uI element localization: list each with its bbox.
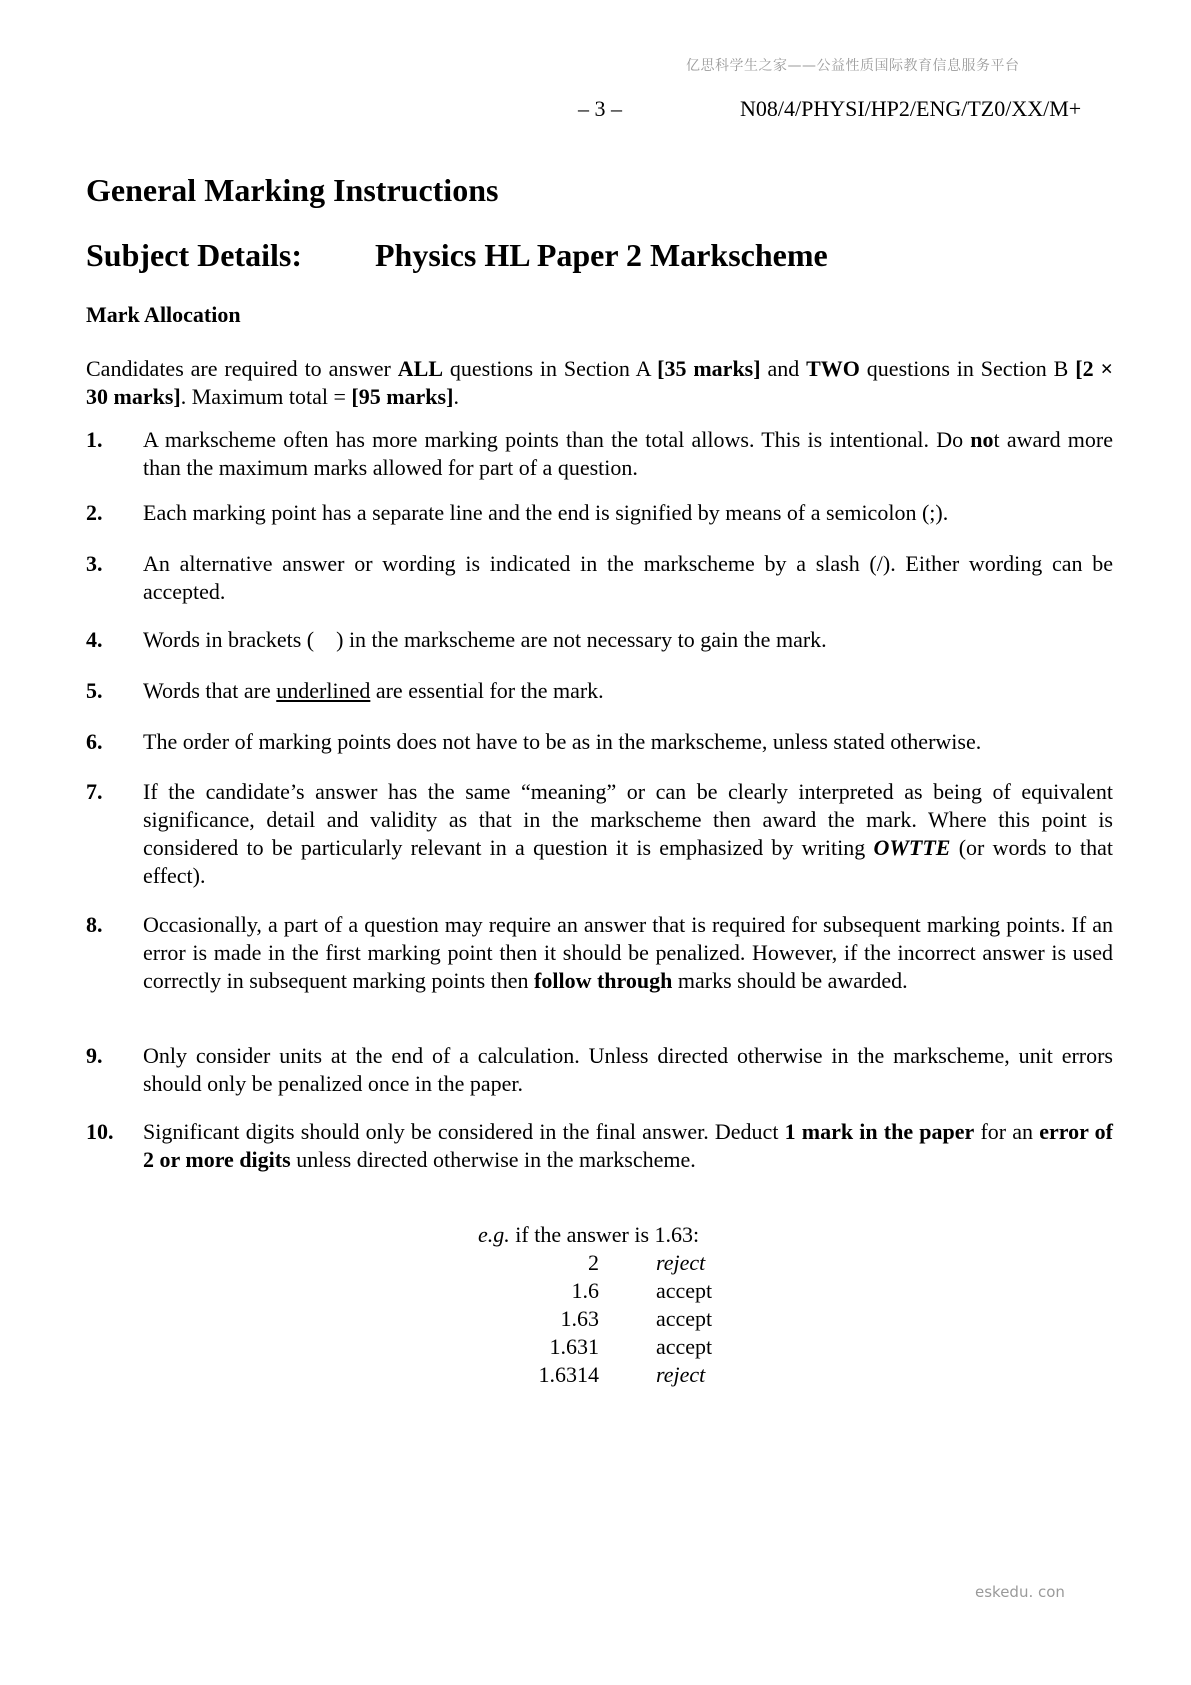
item-text: If the candidate’s answer has the same “meaning” or can be clearly interpreted as being of equivalent significance, detail and validity as that in the markscheme then award the mark. Where this point is considered to be particularly relevant in a question it is emphasized by writing OWTTE (or words to that effect).	[143, 779, 1114, 888]
subject-details-label: Subject Details:	[86, 237, 302, 273]
example-value: 1.631	[549, 1334, 599, 1359]
example-result: reject	[656, 1362, 706, 1387]
item-text: Words in brackets ( ) in the markscheme are not necessary to gain the mark.	[143, 627, 827, 652]
instruction-item-9	[86, 1042, 1113, 1098]
instruction-item-10	[86, 1118, 1113, 1174]
example-result: accept	[656, 1278, 713, 1303]
example-value: 1.6	[571, 1278, 599, 1303]
instruction-item-5	[86, 677, 1113, 705]
item-text: Only consider units at the end of a calculation. Unless directed otherwise in the markscheme, unit errors should only be penalized once in the paper.	[143, 1043, 1113, 1096]
item-text: The order of marking points does not have to be as in the markscheme, unless stated otherwise.	[143, 729, 982, 754]
item-number: 1.	[86, 427, 103, 452]
document-code: N08/4/PHYSI/HP2/ENG/TZ0/XX/M+	[740, 96, 1082, 121]
page-number: – 3 –	[578, 96, 622, 121]
item-number: 8.	[86, 912, 103, 937]
example-value: 1.6314	[538, 1362, 599, 1387]
item-number: 7.	[86, 779, 103, 804]
item-number: 3.	[86, 551, 103, 576]
example-row	[478, 1250, 728, 1278]
example-row	[478, 1306, 728, 1334]
watermark-bottom-text: eskedu. con	[975, 1583, 1065, 1601]
example-value: 2	[588, 1250, 599, 1275]
item-number: 10.	[86, 1119, 114, 1144]
item-number: 4.	[86, 627, 103, 652]
instruction-item-6	[86, 728, 1113, 756]
item-number: 6.	[86, 729, 103, 754]
item-text: An alternative answer or wording is indicated in the markscheme by a slash (/). Either wording can be accepted.	[143, 551, 1113, 604]
subject-details-value: Physics HL Paper 2 Markscheme	[375, 237, 828, 273]
example-result: accept	[656, 1334, 713, 1359]
instruction-item-1	[86, 426, 1113, 482]
example-result: reject	[656, 1250, 706, 1275]
example-result: accept	[656, 1306, 713, 1331]
instruction-item-3	[86, 550, 1113, 606]
intro-paragraph: Candidates are required to answer ALL questions in Section A [35 marks] and TWO questions in Section B [2 × 30 marks]. Maximum total = [95 marks].	[86, 356, 1113, 409]
example-row	[478, 1278, 728, 1306]
instruction-item-8	[86, 911, 1113, 995]
mark-allocation-heading: Mark Allocation	[86, 302, 241, 327]
instruction-item-4	[86, 626, 1113, 654]
example-value: 1.63	[560, 1306, 599, 1331]
item-number: 9.	[86, 1043, 103, 1068]
instruction-item-2	[86, 499, 1113, 527]
example-row	[478, 1334, 728, 1362]
item-text: Occasionally, a part of a question may require an answer that is required for subsequent marking points. If an error is made in the first marking point then it should be penalized. However, if the incorrect answer is used correctly in subsequent marking points then follow through marks should be awarded.	[143, 912, 1113, 993]
item-number: 5.	[86, 678, 103, 703]
example-row	[478, 1362, 728, 1390]
page-title: General Marking Instructions	[86, 172, 499, 208]
item-number: 2.	[86, 500, 103, 525]
instruction-item-7	[86, 778, 1113, 890]
watermark-top-text: 亿思科学生之家——公益性质国际教育信息服务平台	[686, 58, 1020, 74]
item-text: Words that are underlined are essential for the mark.	[143, 678, 604, 703]
example-heading: e.g. if the answer is 1.63:	[478, 1222, 700, 1247]
item-text: Significant digits should only be considered in the final answer. Deduct 1 mark in the paper for an error of 2 or more digits unless directed otherwise in the markscheme.	[143, 1119, 1113, 1172]
item-text: A markscheme often has more marking points than the total allows. This is intentional. Do not award more than the maximum marks allowed for part of a question.	[143, 427, 1113, 480]
item-text: Each marking point has a separate line and the end is signified by means of a semicolon (;).	[143, 500, 949, 525]
